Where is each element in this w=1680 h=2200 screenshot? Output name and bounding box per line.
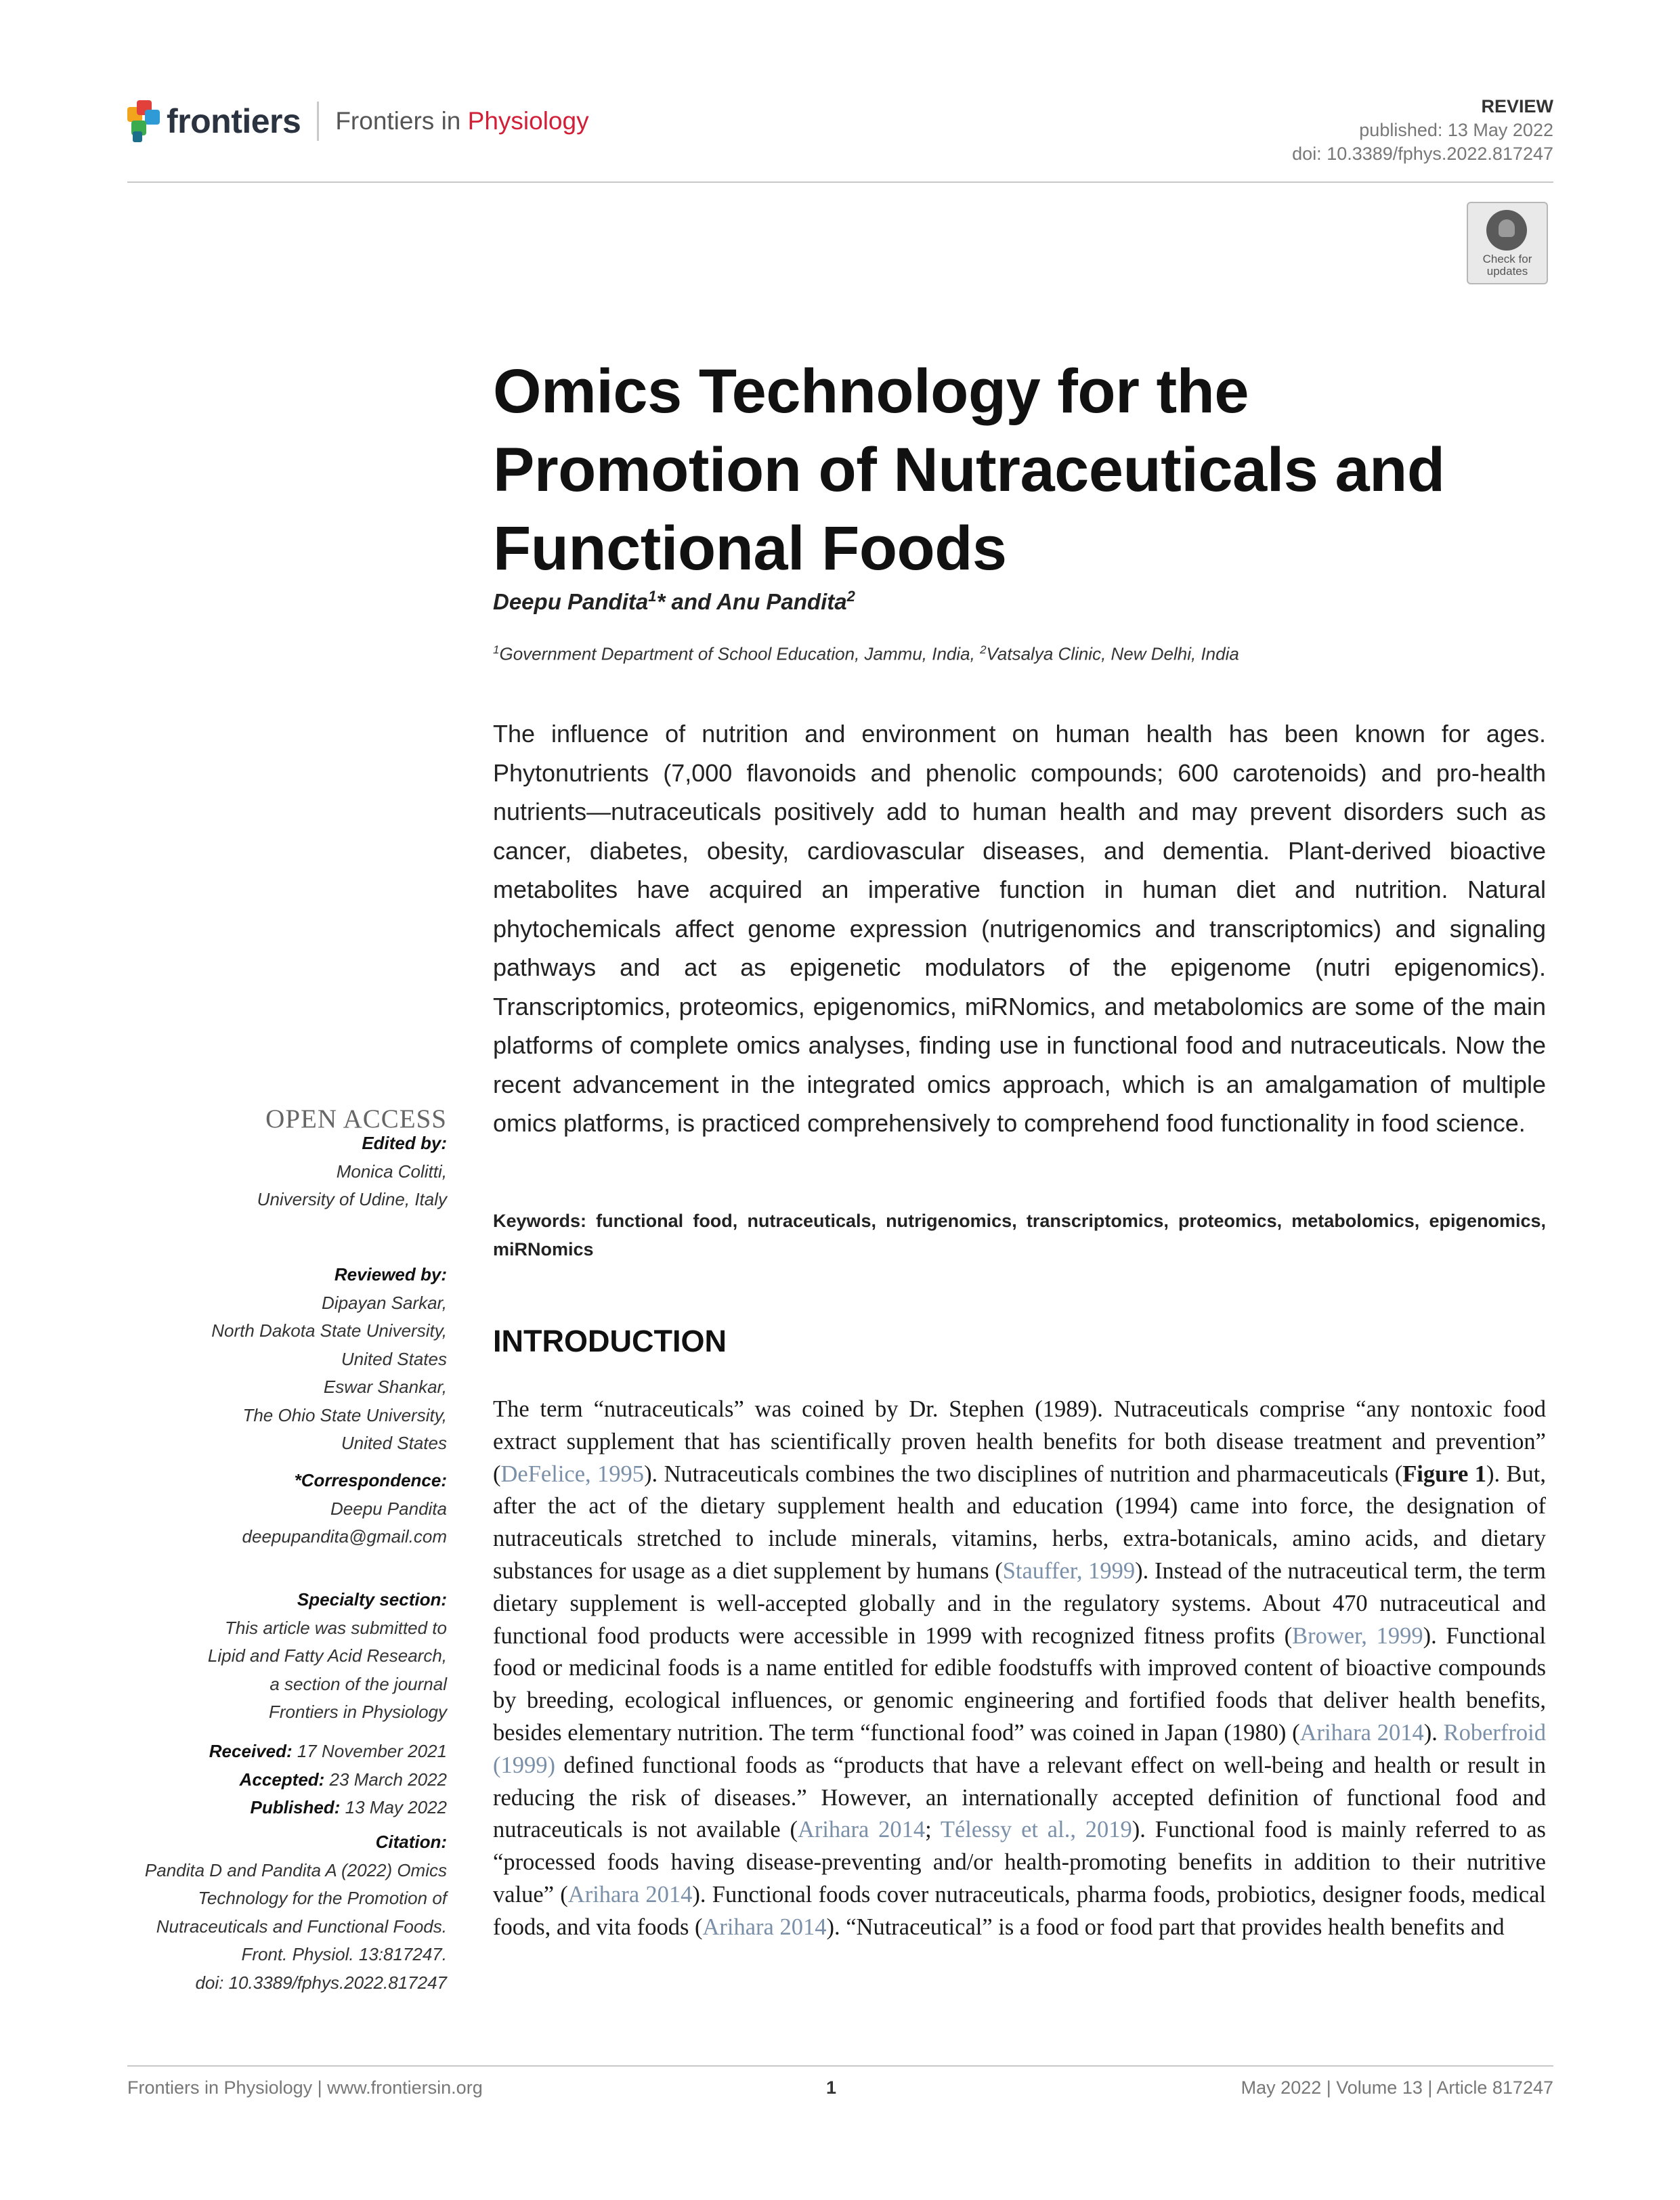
body-text: The term “nutraceuticals” was coined by Dr. Stephen (1989). Nutraceuticals comprise “any nontoxic food extract supplement that has scientifically proven health benefits for both disease treatment and prevention” (: [493, 1396, 1546, 1487]
affiliation-text: Government Department of School Education, Jammu, India,: [499, 643, 981, 664]
correspondence-marker: *: [656, 589, 666, 614]
citation-line: Nutraceuticals and Functional Foods.: [156, 1916, 447, 1937]
reviewed-by-label: Reviewed by:: [334, 1264, 447, 1285]
correspondence-block: [242, 1467, 447, 1551]
page-number: 1: [826, 2077, 837, 2098]
citation-link[interactable]: DeFelice, 1995: [500, 1461, 645, 1487]
footer-journal[interactable]: Frontiers in Physiology | www.frontiersin.org: [127, 2077, 483, 2098]
body-text: ). Functional food or medicinal foods is a name entitled for edible foodstuffs with improved content of bioactive compounds by breeding, ecological influences, or genomic engineering and fortified foods that deliver health benefits, besides elementary nutrition. The term “functional food” was coined in Japan (1980) (: [493, 1622, 1547, 1746]
author-list: [493, 588, 855, 615]
author-link[interactable]: Anu Pandita: [716, 589, 847, 614]
author-affiliation-marker: 1: [648, 588, 657, 605]
introduction-body: [493, 1394, 1546, 1944]
author-affiliation-marker: 2: [846, 588, 855, 605]
citation-link[interactable]: Arihara 2014: [702, 1914, 827, 1940]
section-heading: INTRODUCTION: [493, 1324, 727, 1358]
citation-link[interactable]: Stauffer, 1999: [1002, 1557, 1136, 1584]
body-text: ). But, after the act of the dietary supplement health and education (1994) came into force, the designation of nutraceuticals stretched to include minerals, vitamins, herbs, extra-botanicals, amino acids, and dietary substances for usage as a diet supplement by humans (: [493, 1461, 1546, 1584]
body-text: ). Instead of the nutraceutical term, the term dietary supplement is well-accepted globally and in the regulatory systems. About 470 nutraceutical and functional food products were accessible in 1999 with recognized fitness profits (: [493, 1557, 1546, 1649]
reviewer-line: United States: [341, 1433, 447, 1453]
journal-name-accent: Physiology: [467, 107, 589, 135]
reviewer-line: Dipayan Sarkar,: [322, 1292, 447, 1313]
citation-link[interactable]: Télessy et al., 2019: [940, 1817, 1132, 1843]
citation-line: Front. Physiol. 13:817247.: [241, 1944, 447, 1964]
specialty-section-label: Specialty section:: [297, 1589, 447, 1610]
citation-link[interactable]: Arihara 2014: [1299, 1719, 1424, 1746]
accepted-date: [209, 1766, 447, 1794]
header-rule: [127, 181, 1553, 183]
article-doi[interactable]: doi: 10.3389/fphys.2022.817247: [1292, 144, 1553, 164]
keywords: Keywords: functional food, nutraceuticals, nutrigenomics, transcriptomics, proteomics, metabolomics, epigenomics, miRNomics: [493, 1211, 1546, 1259]
editor-line: University of Udine, Italy: [257, 1189, 447, 1209]
body-text: ). Functional foods cover nutraceuticals, pharma foods, probiotics, designer foods, medical foods, and vita foods (: [493, 1881, 1546, 1940]
journal-name: [335, 107, 588, 135]
specialty-line: Frontiers in Physiology: [269, 1702, 447, 1722]
body-text: defined functional foods as “products that have a relevant effect on well-being and health or result in reducing the risk of diseases.” However, an internationally accepted definition of functional food and nutraceuticals is not available (: [493, 1752, 1546, 1843]
page-header: [127, 95, 1553, 183]
body-text: ). “Nutraceutical” is a food or food part that provides health benefits and: [826, 1914, 1505, 1940]
reviewer-line: United States: [341, 1348, 447, 1369]
editor-line: Monica Colitti,: [336, 1161, 447, 1182]
published-value: 13 May 2022: [340, 1797, 447, 1817]
footer-issue: May 2022 | Volume 13 | Article 817247: [1241, 2077, 1553, 2098]
citation-link[interactable]: Brower, 1999: [1292, 1622, 1423, 1649]
body-text: ). Nutraceuticals combines the two disciplines of nutrition and pharmaceuticals (: [644, 1461, 1403, 1487]
specialty-section-block: [208, 1586, 447, 1727]
dates-block: [209, 1738, 447, 1822]
received-value: 17 November 2021: [292, 1741, 447, 1761]
citation-link[interactable]: Arihara 2014: [797, 1817, 926, 1843]
citation-line: Technology for the Promotion of: [198, 1888, 447, 1908]
article-meta: [1292, 95, 1553, 166]
citation-line: doi: 10.3389/fphys.2022.817247: [195, 1972, 447, 1993]
citation-link[interactable]: Arihara 2014: [567, 1881, 693, 1907]
received-label: Received:: [209, 1741, 293, 1761]
reviewed-by-block: [211, 1261, 447, 1458]
accepted-label: Accepted:: [239, 1769, 325, 1790]
specialty-line: a section of the journal: [270, 1673, 447, 1694]
open-access-label: OPEN ACCESS: [265, 1104, 447, 1134]
edited-by-block: [257, 1129, 447, 1214]
author-separator: and: [665, 589, 717, 614]
body-text: ). Functional food is mainly referred to as “processed foods having disease-preventing and/or health-promoting benefits in addition to their nutritive value” (: [493, 1817, 1546, 1907]
reviewer-line: The Ohio State University,: [242, 1404, 447, 1425]
journal-logo[interactable]: [127, 100, 589, 142]
citation-link[interactable]: Roberfroid (1999): [493, 1719, 1546, 1778]
article-type: REVIEW: [1481, 96, 1553, 116]
affiliation-marker: 1: [493, 643, 500, 656]
received-date: [209, 1738, 447, 1766]
brand-name: frontiers: [167, 102, 301, 140]
correspondence-name: Deepu Pandita: [330, 1498, 447, 1519]
check-for-updates-badge[interactable]: [1467, 202, 1548, 284]
header-divider: [317, 102, 319, 141]
author-link[interactable]: Deepu Pandita: [493, 589, 649, 614]
article-title: Omics Technology for the Promotion of Nutraceuticals and Functional Foods: [493, 357, 1445, 583]
published-date: published: 13 May 2022: [1359, 120, 1553, 140]
reviewer-line: North Dakota State University,: [211, 1320, 447, 1341]
citation-label: Citation:: [375, 1832, 447, 1852]
published-date-side: [209, 1794, 447, 1822]
abstract: The influence of nutrition and environment on human health has been known for ages. Phytonutrients (7,000 flavonoids and phenolic compounds; 600 carotenoids) and pro-health nutrients—nutraceuticals positively add to human health and may prevent disorders such as cancer, diabetes, obesity, cardiovascular diseases, and dementia. Plant-derived bioactive metabolites have acquired an imperative function in human diet and nutrition. Natural phytochemicals affect genome expression (nutrigenomics and transcriptomics) and signaling pathways and act as epigenetic modulators of the epigenome (nutri epigenomics). Transcriptomics, proteomics, epigenomics, miRNomics, and metabolomics are some of the main platforms of complete omics analyses, finding use in functional food and nutraceuticals. Now the recent advancement in the integrated omics approach, which is an amalgamation of multiple omics platforms, is practiced comprehensively to comprehend food functionality in food science.: [493, 720, 1546, 1137]
journal-name-prefix: Frontiers in: [335, 107, 468, 135]
footer-rule: [127, 2065, 1553, 2067]
body-text: ).: [1423, 1719, 1444, 1746]
affiliation-text: Vatsalya Clinic, New Delhi, India: [986, 643, 1239, 664]
citation-line: Pandita D and Pandita A (2022) Omics: [144, 1859, 447, 1880]
correspondence-email[interactable]: deepupandita@gmail.com: [242, 1526, 447, 1547]
specialty-line: This article was submitted to: [224, 1617, 447, 1638]
published-label: Published:: [250, 1797, 341, 1817]
check-for-updates-label: Check for updates: [1482, 253, 1532, 278]
figure-reference[interactable]: Figure 1: [1402, 1461, 1486, 1487]
frontiers-logo-icon: [127, 100, 161, 142]
body-text: ;: [925, 1817, 941, 1843]
accepted-value: 23 March 2022: [324, 1769, 447, 1790]
reviewer-line: Eswar Shankar,: [323, 1377, 447, 1397]
affiliations: [493, 643, 1239, 665]
affiliation-marker: 2: [980, 643, 987, 656]
edited-by-label: Edited by:: [362, 1133, 447, 1153]
correspondence-label: *Correspondence:: [294, 1470, 447, 1490]
specialty-line: Lipid and Fatty Acid Research,: [207, 1645, 447, 1666]
citation-block: [145, 1828, 447, 1997]
check-for-updates-icon: [1486, 210, 1527, 251]
